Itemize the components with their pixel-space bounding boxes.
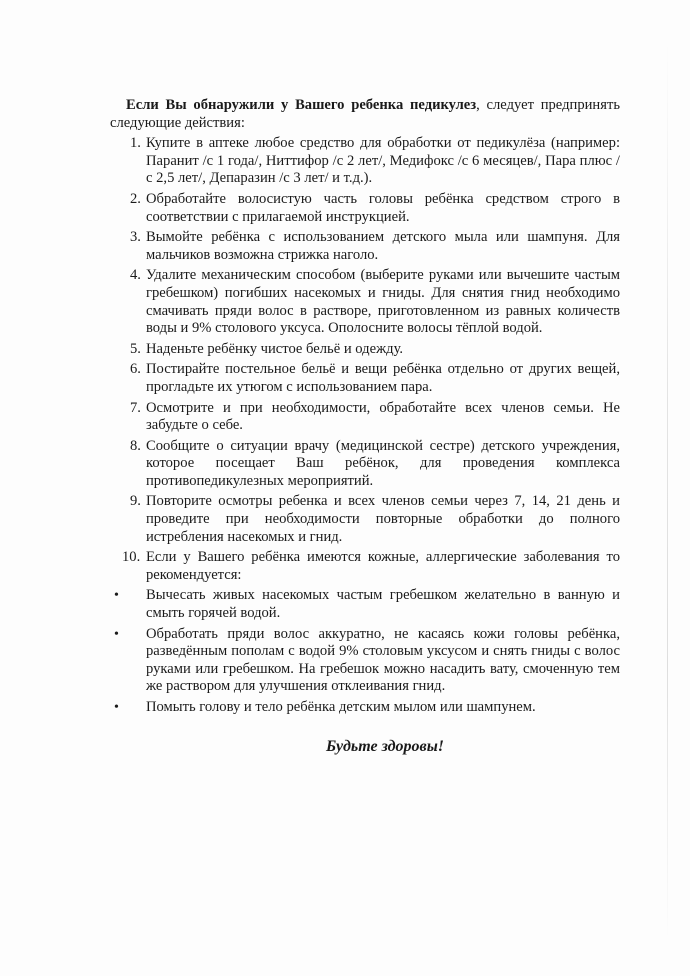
step-text: Если у Вашего ребёнка имеются кожные, аллергические заболевания то рекомендуется: <box>146 549 620 583</box>
list-item-step-9 <box>110 493 620 546</box>
page-edge-shadow <box>667 40 668 940</box>
step-number: 5. <box>130 340 141 357</box>
step-number: 1. <box>130 135 141 152</box>
bullet-text: Обработать пряди волос аккуратно, не касаясь кожи головы ребёнка, разведённым пополам с водой 9% столовым уксусом и снять гниды с волос руками или гребешком. На гребешок можно насадить вату, смоченную тем же раствором для улучшения отклеивания гнид. <box>146 625 620 695</box>
step-text: Постирайте постельное бельё и вещи ребёнка отдельно от других вещей, прогладьте их утюгом с использованием пара. <box>146 361 620 395</box>
list-item-step-4 <box>110 267 620 337</box>
step-number: 2. <box>130 190 141 207</box>
step-number: 6. <box>130 361 141 378</box>
step-text: Осмотрите и при необходимости, обработайте всех членов семьи. Не забудьте о себе. <box>146 399 620 434</box>
step-text: Обработайте волосистую часть головы ребёнка средством строго в соответствии с прилагаемой инструкцией. <box>146 190 620 225</box>
step-number: 8. <box>130 437 141 454</box>
step-number: 7. <box>130 399 141 416</box>
bullets-list <box>110 587 620 716</box>
intro-rest-text: , следует предпринять следующие действия: <box>110 97 620 131</box>
list-item-bullet-3 <box>110 699 620 717</box>
step-text: Наденьте ребёнку чистое бельё и одежду. <box>146 340 404 357</box>
intro-paragraph <box>110 97 620 132</box>
step-number: 10. <box>122 549 141 566</box>
step-text: Сообщите о ситуации врачу (медицинской сестре) детского учреждения, которое посещает Ваш ребёнок, для проведения комплекса противопедикулезных мероприятий. <box>146 437 620 489</box>
step-text: Вымойте ребёнка с использованием детского мыла или шампуня. Для мальчиков возможна стрижка наголо. <box>146 229 620 263</box>
bullet-icon: • <box>114 626 119 642</box>
intro-bold-text: Если Вы обнаружили у Вашего ребенка педикулез <box>126 97 477 113</box>
step-number: 9. <box>130 493 141 510</box>
list-item-step-10 <box>110 549 620 584</box>
closing-text: Будьте здоровы! <box>325 737 445 755</box>
list-item-bullet-1 <box>110 587 620 622</box>
step-text: Повторите осмотры ребенка и всех членов семьи через 7, 14, 21 день и проведите при необходимости повторные обработки до полного истребления насекомых и гнид. <box>146 493 620 545</box>
bullet-icon: • <box>114 700 119 715</box>
list-item-step-8 <box>110 438 620 491</box>
list-item-step-2 <box>110 191 620 226</box>
list-item-step-3 <box>110 229 620 264</box>
bullet-icon: • <box>114 588 119 604</box>
document-body <box>110 97 620 755</box>
bullet-text: Помыть голову и тело ребёнка детским мылом или шампунем. <box>146 699 536 715</box>
bullet-text: Вычесать живых насекомых частым гребешком желательно в ванную и смыть горячей водой. <box>146 587 620 622</box>
list-item-step-1 <box>110 135 620 188</box>
step-text: Удалите механическим способом (выберите руками или вычешите частым гребешком) погибших насекомых и гниды. Для снятия гнид необходимо смачивать пряди волос в растворе, приготовленном из равных количеств воды и 9% столового уксуса. Ополосните волосы тёплой водой. <box>146 267 620 337</box>
step-text: Купите в аптеке любое средство для обработки от педикулёза (например: Паранит /с 1 года/, Ниттифор /с 2 лет/, Медифокс /с 6 месяцев/, Пара плюс /с 2,5 лет/, Депаразин /с 3 лет/ и т.д.). <box>146 135 620 187</box>
list-item-step-6 <box>110 361 620 396</box>
list-item-bullet-2 <box>110 626 620 696</box>
list-item-step-7 <box>110 400 620 435</box>
step-number: 4. <box>130 267 141 284</box>
steps-list <box>110 135 620 584</box>
step-number: 3. <box>130 229 141 246</box>
list-item-step-5 <box>110 341 620 359</box>
